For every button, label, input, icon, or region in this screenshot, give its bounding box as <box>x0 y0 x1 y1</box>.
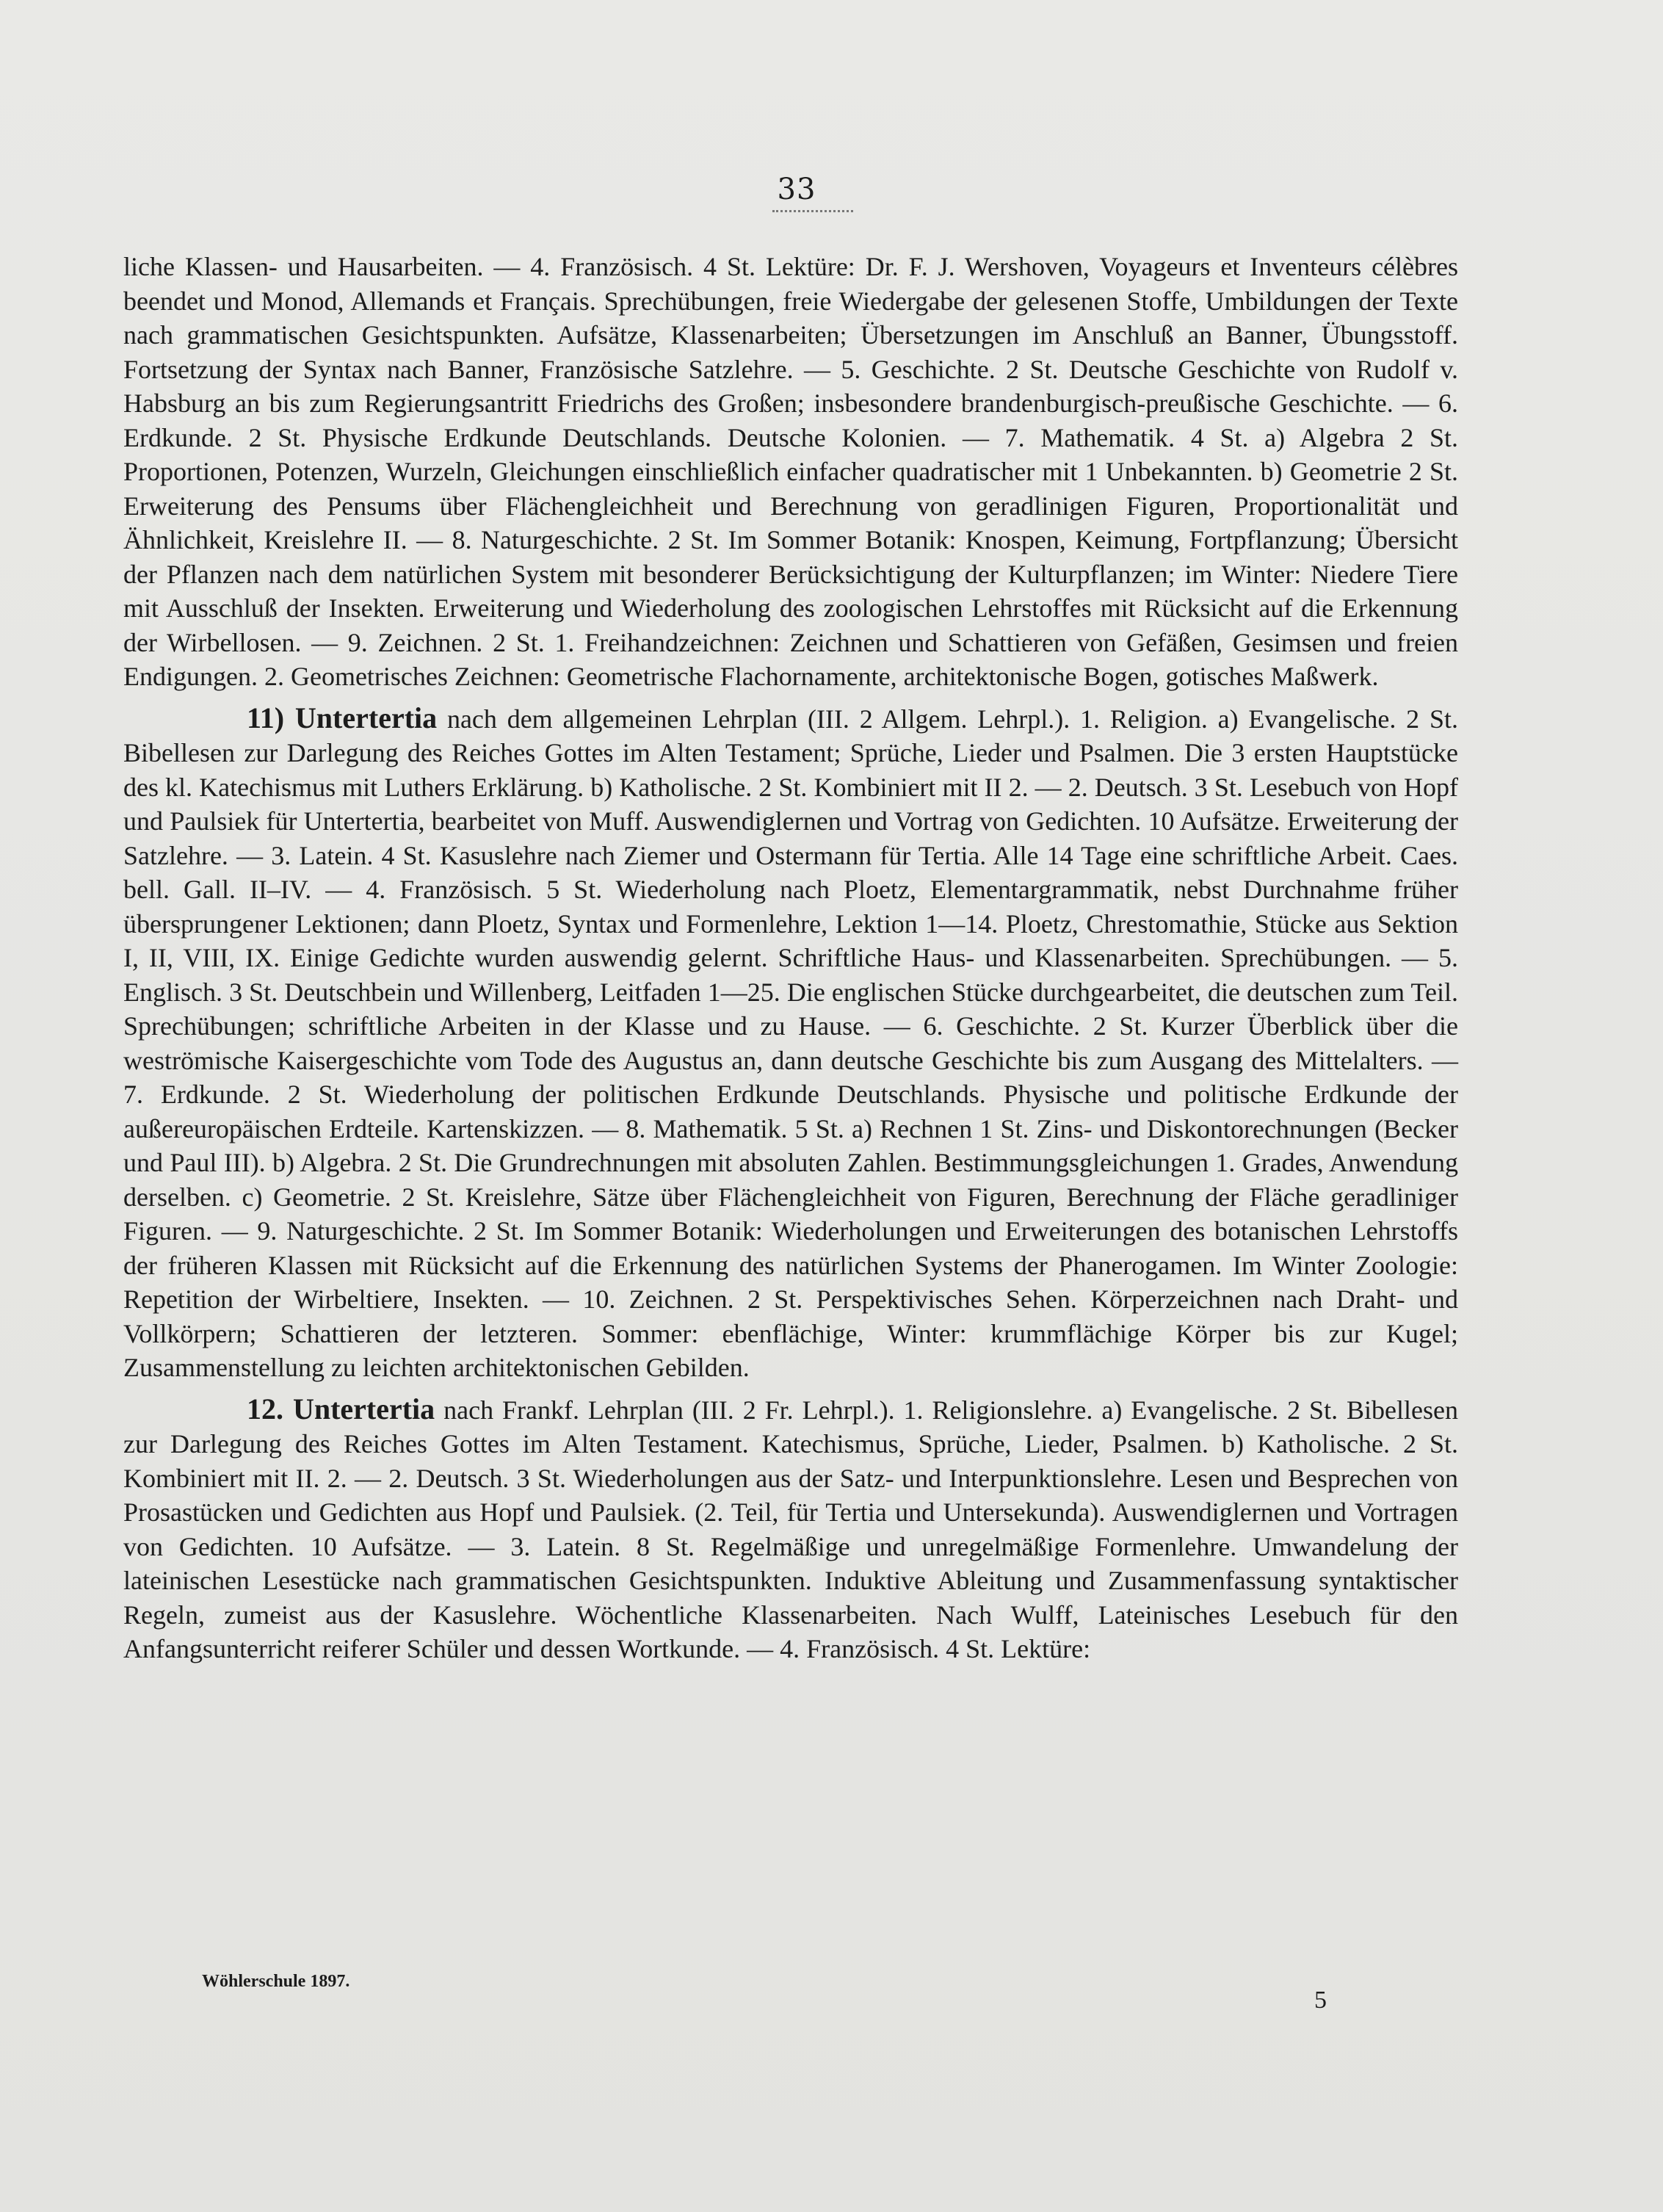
section-11-text: nach dem allgemeinen Lehrplan (III. 2 Allgem. Lehrpl.). 1. Religion. a) Evangelische. 2 St. Bibellesen zur Darlegung des Reiches Gottes im Alten Testament; Sprüche, Lieder und Psalmen. Die 3 ersten Hauptstücke des kl. Katechismus mit Luthers Erklärung. b) Katholische. 2 St. Kombiniert mit II 2. — 2. Deutsch. 3 St. Lesebuch von Hopf und Paulsiek für Untertertia, bearbeitet von Muff. Auswendiglernen und Vortrag von Gedichten. 10 Aufsätze. Erweiterung der Satzlehre. — 3. Latein. 4 St. Kasuslehre nach Ziemer und Ostermann für Tertia. Alle 14 Tage eine schriftliche Arbeit. Caes. bell. Gall. II–IV. — 4. Französisch. 5 St. Wiederholung nach Ploetz, Elementargrammatik, nebst Durchnahme früher übersprungener Lektionen; dann Ploetz, Syntax und Formenlehre, Lektion 1—14. Ploetz, Chrestomathie, Stücke aus Sektion I, II, VIII, IX. Einige Gedichte wurden auswendig gelernt. Schriftliche Haus- und Klassenarbeiten. Sprechübungen. — 5. Englisch. 3 St. Deutschbein und Willenberg, Leitfaden 1—25. Die englischen Stücke durchgearbeitet, die deutschen zum Teil. Sprechübungen; schriftliche Arbeiten in der Klasse und zu Hause. — 6. Geschichte. 2 St. Kurzer Überblick über die weströmische Kaisergeschichte vom Tode des Augustus an, dann deutsche Geschichte bis zum Ausgang des Mittelalters. — 7. Erdkunde. 2 St. Wiederholung der politischen Erdkunde Deutschlands. Physische und politische Erdkunde der außereuropäischen Erdteile. Kartenskizzen. — 8. Mathematik. 5 St. a) Rechnen 1 St. Zins- und Diskontorechnungen (Becker und Paul III). b) Algebra. 2 St. Die Grundrechnungen mit absoluten Zahlen. Bestimmungsgleichungen 1. Grades, Anwendung derselben. c) Geometrie. 2 St. Kreislehre, Sätze über Flächengleichheit von Figuren, Berechnung der Fläche geradliniger Figuren. — 9. Naturgeschichte. 2 St. Im Sommer Botanik: Wiederholungen und Erweiterungen des botanischen Lehrstoffs der früheren Klassen mit Rücksicht auf die Erkennung des natürlichen Systems der Phanerogamen. Im Winter Zoologie: Repetition der Wirbeltiere, Insekten. — 10. Zeichnen. 2 St. Perspektivisches Sehen. Körperzeichnen nach Draht- und Vollkörpern; Schattieren der letzteren. Sommer: ebenflächige, Winter: krummflächige Körper bis zur Kugel; Zusammenstellung zu leichten architektonischen Gebilden. <box>123 704 1458 1382</box>
signature-mark: 5 <box>1314 1987 1327 2014</box>
footer-signature: Wöhlerschule 1897. <box>202 1972 350 1991</box>
section-12-heading: 12. Untertertia <box>247 1392 435 1425</box>
section-11-heading: 11) Untertertia <box>247 701 438 734</box>
section-12-text: nach Frankf. Lehrplan (III. 2 Fr. Lehrpl.). 1. Religionslehre. a) Evangelische. 2 St. Bibellesen zur Darlegung des Reiches Gottes im Alten Testament. Katechismus, Sprüche, Lieder, Psalmen. b) Katholische. 2 St. Kombiniert mit II. 2. — 2. Deutsch. 3 St. Wiederholungen aus der Satz- und Interpunktionslehre. Lesen und Besprechen von Prosastücken und Gedichten aus Hopf und Paulsiek. (2. Teil, für Tertia und Untersekunda). Auswendiglernen und Vortragen von Gedichten. 10 Aufsätze. — 3. Latein. 8 St. Regelmäßige und unregelmäßige Formenlehre. Umwandelung der lateinischen Lesestücke nach grammatischen Gesichtspunkten. Induktive Ableitung und Zusammenfassung syntaktischer Regeln, zumeist aus der Kasuslehre. Wöchentliche Klassenarbeiten. Nach Wulff, Lateinisches Lesebuch für den Anfangsunterricht reiferer Schüler und dessen Wortkunde. — 4. Französisch. 4 St. Lektüre: <box>123 1395 1458 1663</box>
section-11 <box>123 701 1458 1385</box>
section-12 <box>123 1392 1458 1666</box>
body-text <box>123 250 1458 1666</box>
page-number-ornament <box>772 210 853 215</box>
paragraph-continuation: liche Klassen- und Hausarbeiten. — 4. Französisch. 4 St. Lektüre: Dr. F. J. Wershoven, Voyageurs et Inventeurs célèbres beendet und Monod, Allemands et Français. Sprechübungen, freie Wiedergabe der gelesenen Stoffe, Umbildungen der Texte nach grammatischen Gesichtspunkten. Aufsätze, Klassenarbeiten; Übersetzungen im Anschluß an Banner, Übungsstoff. Fortsetzung der Syntax nach Banner, Französische Satzlehre. — 5. Geschichte. 2 St. Deutsche Geschichte von Rudolf v. Habsburg an bis zum Regierungsantritt Friedrichs des Großen; insbesondere brandenburgisch-preußische Geschichte. — 6. Erdkunde. 2 St. Physische Erdkunde Deutschlands. Deutsche Kolonien. — 7. Mathematik. 4 St. a) Algebra 2 St. Proportionen, Potenzen, Wurzeln, Gleichungen einschließlich einfacher quadratischer mit 1 Unbekannten. b) Geometrie 2 St. Erweiterung des Pensums über Flächengleichheit und Berechnung von geradlinigen Figuren, Proportionalität und Ähnlichkeit, Kreislehre II. — 8. Naturgeschichte. 2 St. Im Sommer Botanik: Knospen, Keimung, Fortpflanzung; Übersicht der Pflanzen nach dem natürlichen System mit besonderer Berücksichtigung der Kulturpflanzen; im Winter: Niedere Tiere mit Ausschluß der Insekten. Erweiterung und Wiederholung des zoologischen Lehrstoffes mit Rücksicht auf die Erkennung der Wirbellosen. — 9. Zeichnen. 2 St. 1. Freihandzeichnen: Zeichnen und Schattieren von Gefäßen, Gesimsen und freien Endigungen. 2. Geometrisches Zeichnen: Geometrische Flachornamente, architektonische Bogen, gotisches Maßwerk. <box>123 252 1458 691</box>
page-number: 33 <box>777 173 816 206</box>
